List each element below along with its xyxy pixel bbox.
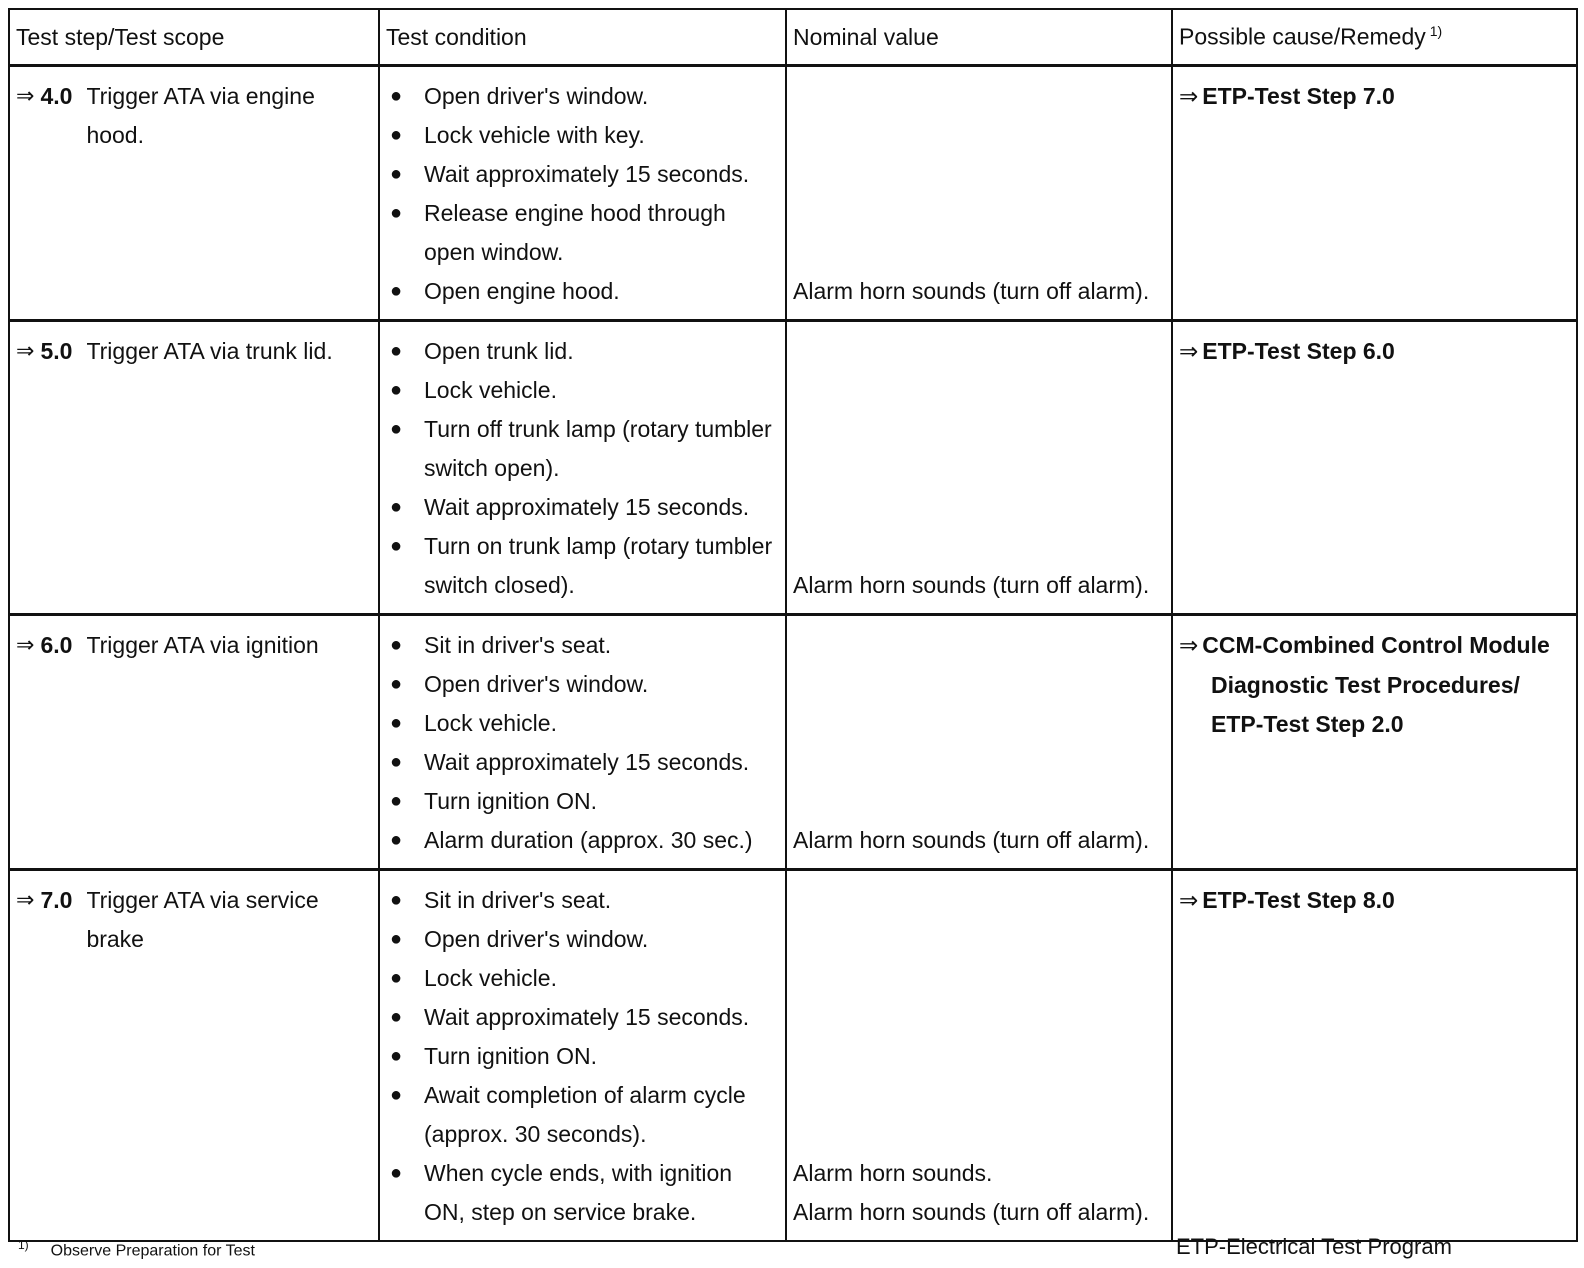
header-possible-cause: Possible cause/Remedy $^{1)}$ (1172, 9, 1577, 66)
remedy-reference (1179, 332, 1570, 372)
condition-list (386, 332, 779, 605)
bullet-icon: ● (390, 928, 403, 950)
step-title: Trigger ATA via engine hood. (86, 83, 315, 148)
bullet-icon: ● (390, 790, 403, 812)
step-number: 7.0 (40, 887, 73, 913)
condition-item (386, 881, 779, 920)
bullet-icon: ● (390, 1084, 403, 1106)
condition-item (386, 155, 779, 194)
condition-text: Wait approximately 15 seconds. (424, 494, 750, 520)
nominal-value: Alarm horn sounds (turn off alarm). (793, 827, 1150, 853)
nominal-cell (786, 870, 1172, 1242)
footer-program-label: ETP-Electrical Test Program (1176, 1234, 1452, 1259)
nominal-values (793, 566, 1165, 605)
condition-text: Open driver's window. (424, 926, 649, 952)
remedy-text: ETP-Test Step 2.0 (1211, 711, 1404, 737)
remedy-cell (1172, 66, 1577, 321)
bullet-icon: ● (390, 1006, 403, 1028)
condition-text: Turn off trunk lamp (rotary tumbler switch open). (424, 416, 772, 481)
bullet-icon: ● (390, 712, 403, 734)
step-cell (9, 615, 379, 870)
condition-text: Open driver's window. (424, 671, 649, 697)
condition-item (386, 998, 779, 1037)
step-title: Trigger ATA via trunk lid. (86, 338, 333, 364)
bullet-icon: ● (390, 1162, 403, 1184)
condition-item (386, 920, 779, 959)
arrow-icon: ⇒ (1179, 339, 1199, 365)
condition-item (386, 782, 779, 821)
condition-cell (379, 66, 786, 321)
document-page (8, 8, 1576, 1260)
condition-list (386, 626, 779, 860)
step-number: 4.0 (40, 83, 73, 109)
condition-text: Lock vehicle. (424, 965, 557, 991)
table-header-row (9, 9, 1577, 66)
arrow-icon: ⇒ (16, 888, 35, 913)
bullet-icon: ● (390, 751, 403, 773)
condition-text: Open trunk lid. (424, 338, 574, 364)
condition-text: Lock vehicle. (424, 710, 557, 736)
remedy-cell (1172, 870, 1577, 1242)
nominal-value: Alarm horn sounds (turn off alarm). (793, 278, 1150, 304)
nominal-values (793, 1154, 1165, 1232)
condition-item (386, 77, 779, 116)
bullet-icon: ● (390, 124, 403, 146)
bullet-icon: ● (390, 85, 403, 107)
condition-item (386, 410, 779, 488)
condition-item (386, 1037, 779, 1076)
condition-text: Await completion of alarm cycle (approx. 30 seconds). (424, 1082, 746, 1147)
condition-text: Wait approximately 15 seconds. (424, 1004, 750, 1030)
footnote-ref: 1) (1429, 23, 1443, 40)
arrow-icon: ⇒ (16, 84, 35, 109)
bullet-icon: ● (390, 535, 403, 557)
step-number: 5.0 (40, 338, 73, 364)
step-cell (9, 321, 379, 615)
table-row (9, 870, 1577, 1242)
nominal-value: Alarm horn sounds (turn off alarm). (793, 1199, 1150, 1225)
remedy-reference (1179, 626, 1570, 666)
nominal-values (793, 272, 1165, 311)
nominal-value: Alarm horn sounds (turn off alarm). (793, 572, 1150, 598)
arrow-icon: ⇒ (16, 339, 35, 364)
step-heading (16, 77, 372, 155)
step-heading (16, 881, 372, 959)
remedy-text: CCM-Combined Control Module (1202, 632, 1550, 658)
bullet-icon: ● (390, 496, 403, 518)
footnote-mark: 1) (18, 1238, 29, 1252)
nominal-cell (786, 321, 1172, 615)
condition-cell (379, 321, 786, 615)
condition-item (386, 488, 779, 527)
condition-item (386, 194, 779, 272)
condition-text: Open driver's window. (424, 83, 649, 109)
arrow-icon: ⇒ (1179, 84, 1199, 110)
remedy-reference (1179, 77, 1570, 117)
condition-item (386, 743, 779, 782)
condition-text: Alarm duration (approx. 30 sec.) (424, 827, 753, 853)
condition-text: Release engine hood through open window. (424, 200, 726, 265)
remedy-cell (1172, 321, 1577, 615)
arrow-icon: ⇒ (16, 633, 35, 658)
remedy-cell (1172, 615, 1577, 870)
condition-text: Sit in driver's seat. (424, 632, 612, 658)
condition-item (386, 332, 779, 371)
bullet-icon: ● (390, 340, 403, 362)
table-row (9, 321, 1577, 615)
bullet-icon: ● (390, 1045, 403, 1067)
condition-text: Sit in driver's seat. (424, 887, 612, 913)
step-number: 6.0 (40, 632, 73, 658)
condition-text: When cycle ends, with ignition ON, step on service brake. (424, 1160, 733, 1225)
condition-text: Wait approximately 15 seconds. (424, 161, 750, 187)
condition-item (386, 704, 779, 743)
footnote-text: Observe Preparation for Test (50, 1242, 255, 1260)
test-procedure-table (8, 8, 1578, 1242)
condition-item (386, 1076, 779, 1154)
bullet-icon: ● (390, 673, 403, 695)
step-cell (9, 870, 379, 1242)
bullet-icon: ● (390, 634, 403, 656)
condition-list (386, 881, 779, 1232)
condition-item (386, 959, 779, 998)
condition-cell (379, 870, 786, 1242)
step-heading (16, 332, 372, 371)
nominal-values (793, 821, 1165, 860)
footnote (18, 1238, 255, 1260)
bullet-icon: ● (390, 829, 403, 851)
remedy-text: Diagnostic Test Procedures/ (1211, 672, 1520, 698)
bullet-icon: ● (390, 202, 403, 224)
remedy-text: ETP-Test Step 7.0 (1202, 83, 1395, 109)
table-row (9, 615, 1577, 870)
condition-item (386, 821, 779, 860)
bullet-icon: ● (390, 418, 403, 440)
arrow-icon: ⇒ (1179, 633, 1199, 659)
bullet-icon: ● (390, 163, 403, 185)
condition-item (386, 116, 779, 155)
bullet-icon: ● (390, 967, 403, 989)
condition-item (386, 371, 779, 410)
step-cell (9, 66, 379, 321)
condition-text: Turn ignition ON. (424, 788, 597, 814)
condition-text: Lock vehicle. (424, 377, 557, 403)
condition-text: Turn ignition ON. (424, 1043, 597, 1069)
header-nominal-value: Nominal value (786, 9, 1172, 66)
table-row (9, 66, 1577, 321)
condition-item (386, 527, 779, 605)
remedy-text: ETP-Test Step 6.0 (1202, 338, 1395, 364)
arrow-icon: ⇒ (1179, 888, 1199, 914)
condition-text: Turn on trunk lamp (rotary tumbler switch closed). (424, 533, 773, 598)
condition-text: Lock vehicle with key. (424, 122, 645, 148)
bullet-icon: ● (390, 379, 403, 401)
condition-list (386, 77, 779, 311)
remedy-text: ETP-Test Step 8.0 (1202, 887, 1395, 913)
bullet-icon: ● (390, 280, 403, 302)
step-heading (16, 626, 372, 665)
header-test-step: Test step/Test scope (9, 9, 379, 66)
header-test-condition: Test condition (379, 9, 786, 66)
condition-item (386, 272, 779, 311)
step-title: Trigger ATA via ignition (86, 632, 319, 658)
nominal-cell (786, 66, 1172, 321)
nominal-value: Alarm horn sounds. (793, 1160, 993, 1186)
remedy-reference (1179, 881, 1570, 921)
condition-text: Wait approximately 15 seconds. (424, 749, 750, 775)
nominal-cell (786, 615, 1172, 870)
condition-item (386, 626, 779, 665)
condition-cell (379, 615, 786, 870)
condition-text: Open engine hood. (424, 278, 620, 304)
condition-item (386, 665, 779, 704)
bullet-icon: ● (390, 889, 403, 911)
step-title: Trigger ATA via service brake (86, 887, 319, 952)
condition-item (386, 1154, 779, 1232)
